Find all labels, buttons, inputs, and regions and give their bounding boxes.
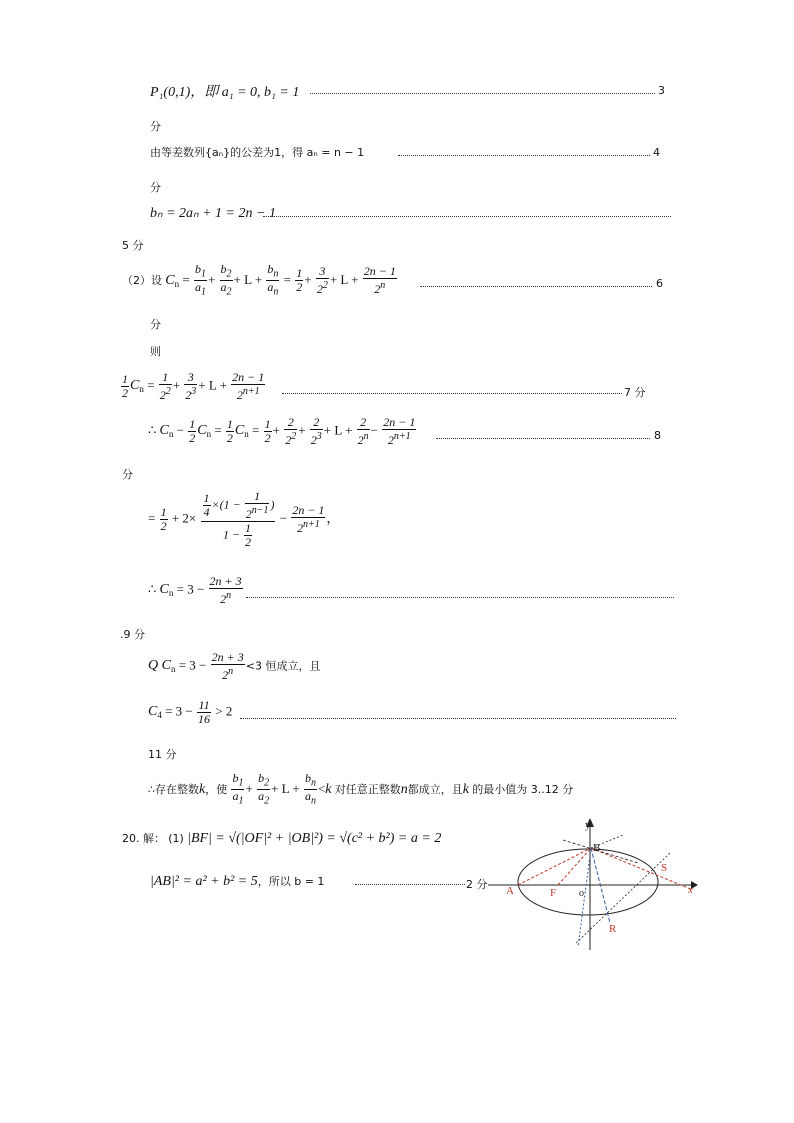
problem-20-label: 20. 解： xyxy=(122,832,165,845)
arith-seq-text: 由等差数列{aₙ}的公差为1，得 aₙ = n − 1 xyxy=(150,146,365,159)
score-6: 6 xyxy=(656,277,663,290)
bf-expression: |BF| = √(|OF|² + |OB|²) = √(c² + b²) = a = 2 xyxy=(187,831,442,846)
line-cn-result: ∴ $C_n = 3$ − $\frac{2n + 3}{2^n}$ xyxy=(148,574,242,606)
line-cn-bound: Q $C_n = 3$ − $\frac{2n + 3}{2^n}$ <3 恒成立，且 xyxy=(148,650,321,682)
line-FB xyxy=(558,848,591,885)
line-p1 xyxy=(150,81,299,101)
score-8: 8 xyxy=(654,429,661,442)
ab-expression: |AB|² = a² + b² = 5 xyxy=(150,874,258,889)
dot-leader xyxy=(420,278,652,287)
line-cn-def: （2）设 $C_n$ = $\frac{b_1}{a_1}$ + $\frac{b_2}{a_2}$ + L + $\frac{b_n}{a_n}$ = $\frac{1}{2}$ + $\frac{3}{2^2}$ + L + $\frac{2n - 1}{2^n}$ xyxy=(122,262,396,298)
line-half-cn: $\frac{1}{2}$ $C_n$ = $\frac{1}{2^2}$ + $\frac{3}{2^3}$ + L + $\frac{2n - 1}{2^{n+1}}$ xyxy=(122,370,265,402)
label-S: S xyxy=(661,862,668,874)
part-2-label: （2）设 xyxy=(122,273,162,287)
dot-leader xyxy=(263,208,671,217)
score-3: 3 xyxy=(658,84,665,97)
score-9: .9 分 xyxy=(120,628,145,641)
dot-leader xyxy=(282,385,622,394)
label-A: A xyxy=(506,885,514,897)
label-F: F xyxy=(550,887,557,899)
line-ab: |AB|² = a² + b² = 5，所以 b = 1 xyxy=(150,874,325,889)
score-7: 7 分 xyxy=(624,386,646,399)
score-4: 4 xyxy=(653,146,660,159)
dot-leader xyxy=(355,876,465,885)
line-problem-20: 20. 解： (1) |BF| = √(|OF|² + |OB|²) = √(c² + b²) = a = 2 xyxy=(122,831,442,846)
score-fen: 分 xyxy=(150,181,161,194)
dot-leader xyxy=(246,589,674,598)
dot-leader xyxy=(436,430,650,439)
label-x: x xyxy=(688,884,693,896)
dot-leader xyxy=(310,85,655,94)
line-arith-seq xyxy=(150,144,364,160)
p1-expression: P₁(0,1)，即 a₁ = 0, b₁ = 1 xyxy=(150,85,300,100)
ze-label: 则 xyxy=(150,345,161,358)
line-conclusion: ∴存在整数k，使 $\frac{b_1}{a_1}$ + $\frac{b_2}{a_2}$ + L + $\frac{b_n}{a_n}$ <k 对任意正整数n都成立，且k 的最小值为 3..12 分 xyxy=(148,771,574,807)
label-O: o xyxy=(579,888,584,899)
label-y: y xyxy=(585,819,591,831)
score-fen: 分 xyxy=(122,468,133,481)
line-geometric-sum: = $\frac{1}{2}$ + 2× $\frac{1}{4}$ ×(1 − $\frac{1}{2^{n-1}}$ ) 1 − $\frac{1}{2}$ − $\frac{2n - 1}{2^{n+1}}$ ， xyxy=(148,489,340,549)
line-bn xyxy=(150,205,276,222)
ellipse xyxy=(518,849,658,915)
label-R: R xyxy=(609,923,617,935)
score-fen: 分 xyxy=(150,318,161,331)
bn-expression: bₙ = 2aₙ + 1 = 2n − 1 xyxy=(150,206,276,221)
score-fen: 分 xyxy=(150,120,161,133)
score-11: 11 分 xyxy=(148,748,177,761)
line-subtract: ∴ $C_n$ − $\frac{1}{2}$ $C_n$ = $\frac{1}{2}$ $C_n$ = $\frac{1}{2}$ + $\frac{2}{2^2}$ + $\frac{2}{2^3}$ + L + $\frac{2}{2^n}$ − $\frac{2n - 1}{2^{n+1}}$ xyxy=(148,415,416,447)
score-2: 2 分 xyxy=(466,878,488,891)
bound-text: <3 恒成立，且 xyxy=(245,659,321,673)
line-B-x xyxy=(591,848,693,890)
score-5: 5 分 xyxy=(122,239,144,252)
line-AB xyxy=(518,848,591,885)
ellipse-diagram xyxy=(488,815,698,950)
dot-leader xyxy=(398,147,650,156)
dot-leader xyxy=(240,710,676,719)
line-c4: $C_4 = 3$ − $\frac{11}{16}$ > 2 xyxy=(148,698,233,726)
label-B: B xyxy=(593,842,601,854)
